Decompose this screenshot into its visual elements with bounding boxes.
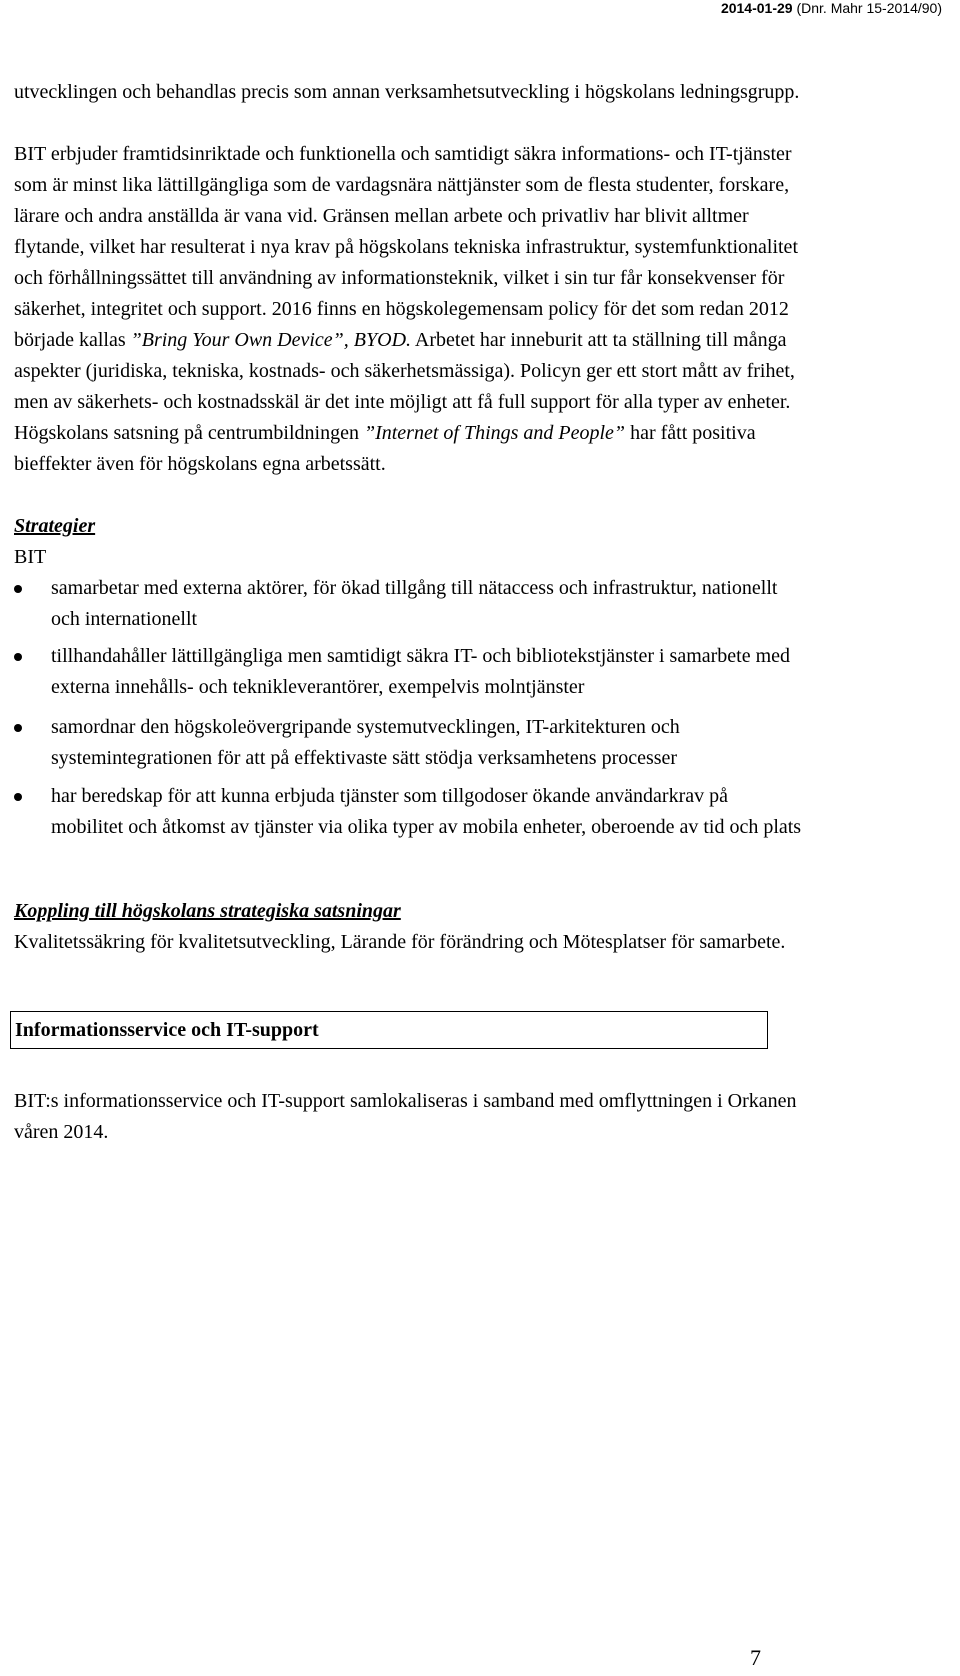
section-text: BIT:s informationsservice och IT-support samlokaliseras i samband med omflyttningen i Orkanen våren 2014. [14, 1090, 797, 1143]
strategies-list [14, 573, 804, 843]
paragraph-intro: utvecklingen och behandlas precis som annan verksamhetsutveckling i högskolans ledningsgrupp. [14, 81, 800, 103]
page-header [721, 0, 942, 16]
bullet-icon [14, 585, 22, 593]
bullet-icon [14, 724, 22, 732]
bullet-icon [14, 793, 22, 801]
iotp-term: ”Internet of Things and People” [363, 422, 626, 444]
strategic-link-text: Kvalitetssäkring för kvalitetsutveckling, Lärande för förändring och Mötesplatser för samarbete. [14, 931, 786, 953]
list-item-text: tillhandahåller lättillgängliga men samtidigt säkra IT- och bibliotekstjänster i samarbete med externa innehålls- och teknikleverantörer, exempelvis molntjänster [51, 645, 791, 698]
list-item-text: samarbetar med externa aktörer, för ökad tillgång till nätaccess och infrastruktur, nationellt och internationellt [51, 577, 778, 630]
paragraph-bit-services-text-3: har fått positiva bieffekter även för högskolans egna arbetssätt. [14, 422, 756, 475]
list-item [14, 573, 804, 635]
list-item [14, 641, 804, 703]
section-heading-text: Informationsservice och IT-support [15, 1019, 319, 1041]
document-body [14, 77, 804, 1148]
header-reference: (Dnr. Mahr 15-2014/90) [796, 0, 942, 16]
list-item-text: samordnar den högskoleövergripande systemutvecklingen, IT-arkitekturen och systemintegrationen för att på effektivaste sätt stödja verksamhetens processer [51, 716, 680, 769]
strategic-link-heading: Koppling till högskolans strategiska satsningar [14, 900, 401, 922]
list-item [14, 781, 804, 843]
paragraph-bit-services-text-2: Arbetet har inneburit att ta ställning till många aspekter (juridiska, tekniska, kostnads- och säkerhetsmässiga). Policyn ger ett stort mått av frihet, men av säkerhets- och kostnadsskäl är det inte möjligt att få full support för alla typer av enheter. Högskolans satsning på centrumbildningen [14, 329, 795, 444]
strategies-subject: BIT [14, 546, 47, 568]
byod-term: ”Bring Your Own Device”, BYOD. [130, 329, 412, 351]
section-heading-box [10, 1011, 804, 1049]
bullet-icon [14, 653, 22, 661]
paragraph-bit-services [14, 139, 804, 480]
paragraph-bit-services-text-1: BIT erbjuder framtidsinriktade och funktionella och samtidigt säkra informations- och IT-tjänster som är minst lika lättillgängliga som de vardagsnära nättjänster som de flesta studenter, forskare, lärare och andra anställda är vana vid. Gränsen mellan arbete och privatliv har blivit alltmer flytande, vilket har resulterat i nya krav på högskolans tekniska infrastruktur, systemfunktionalitet och förhållningssättet till användning av informationsteknik, vilket i sin tur får konsekvenser för säkerhet, integritet och support. 2016 finns en högskolegemensam policy för det som redan 2012 började kallas [14, 143, 798, 351]
section-heading [10, 1011, 768, 1049]
list-item [14, 712, 804, 774]
strategies-heading: Strategier [14, 515, 96, 537]
page-number: 7 [750, 1645, 761, 1670]
header-date: 2014-01-29 [720, 0, 793, 16]
list-item-text: har beredskap för att kunna erbjuda tjänster som tillgodoser ökande användarkrav på mobilitet och åtkomst av tjänster via olika typer av mobila enheter, oberoende av tid och plats [51, 785, 802, 838]
